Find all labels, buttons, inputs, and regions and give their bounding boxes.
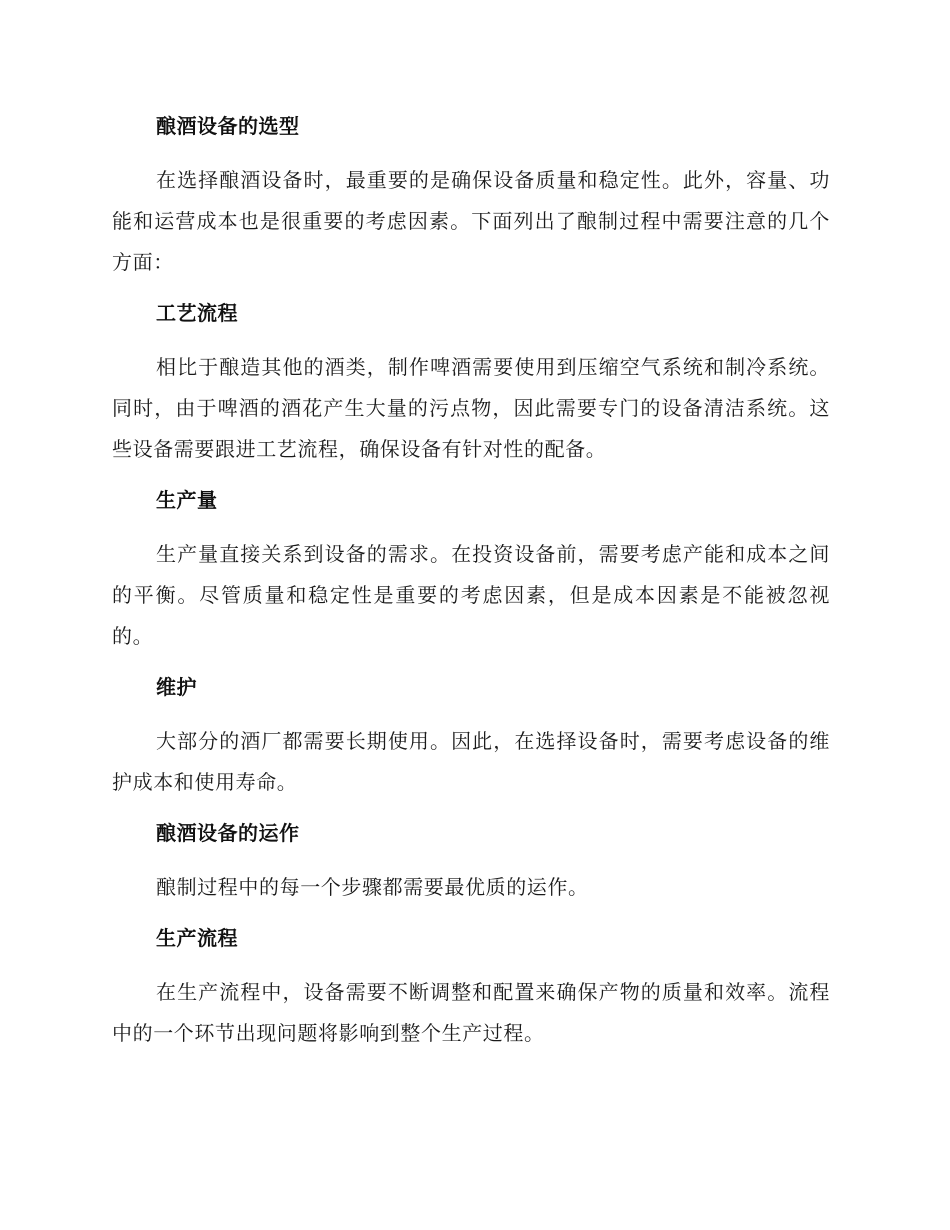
paragraph-production-process: 在生产流程中，设备需要不断调整和配置来确保产物的质量和效率。流程中的一个环节出现问题将影响到整个生产过程。: [112, 980, 830, 1045]
section-heading-production-volume: 生产量: [156, 488, 218, 512]
section-heading-maintenance: 维护: [156, 675, 197, 699]
paragraph-equipment-operation: 酿制过程中的每一个步骤都需要最优质的运作。: [156, 875, 589, 899]
spacer: [112, 146, 830, 160]
spacer: [112, 707, 830, 721]
paragraph-maintenance: 大部分的酒厂都需要长期使用。因此，在选择设备时，需要考虑设备的维护成本和使用寿命。: [112, 729, 830, 794]
section-heading-process-flow: 工艺流程: [156, 301, 238, 325]
paragraph-production-volume: 生产量直接关系到设备的需求。在投资设备前，需要考虑产能和成本之间的平衡。尽管质量和稳定性是重要的考虑因素，但是成本因素是不能被忽视的。: [112, 542, 830, 648]
paragraph-equipment-selection: 在选择酿酒设备时，最重要的是确保设备质量和稳定性。此外，容量、功能和运营成本也是很重要的考虑因素。下面列出了酿制过程中需要注意的几个方面：: [112, 168, 830, 274]
spacer: [112, 520, 830, 534]
spacer: [112, 958, 830, 972]
document-page: [112, 106, 830, 1064]
spacer: [112, 333, 830, 347]
section-heading-equipment-operation: 酿酒设备的运作: [156, 821, 300, 845]
section-heading-production-process: 生产流程: [156, 926, 238, 950]
section-heading-equipment-selection: 酿酒设备的选型: [156, 114, 300, 138]
spacer: [112, 853, 830, 867]
paragraph-process-flow: 相比于酿造其他的酒类，制作啤酒需要使用到压缩空气系统和制冷系统。同时，由于啤酒的酒花产生大量的污点物，因此需要专门的设备清洁系统。这些设备需要跟进工艺流程，确保设备有针对性的配备。: [112, 355, 830, 461]
